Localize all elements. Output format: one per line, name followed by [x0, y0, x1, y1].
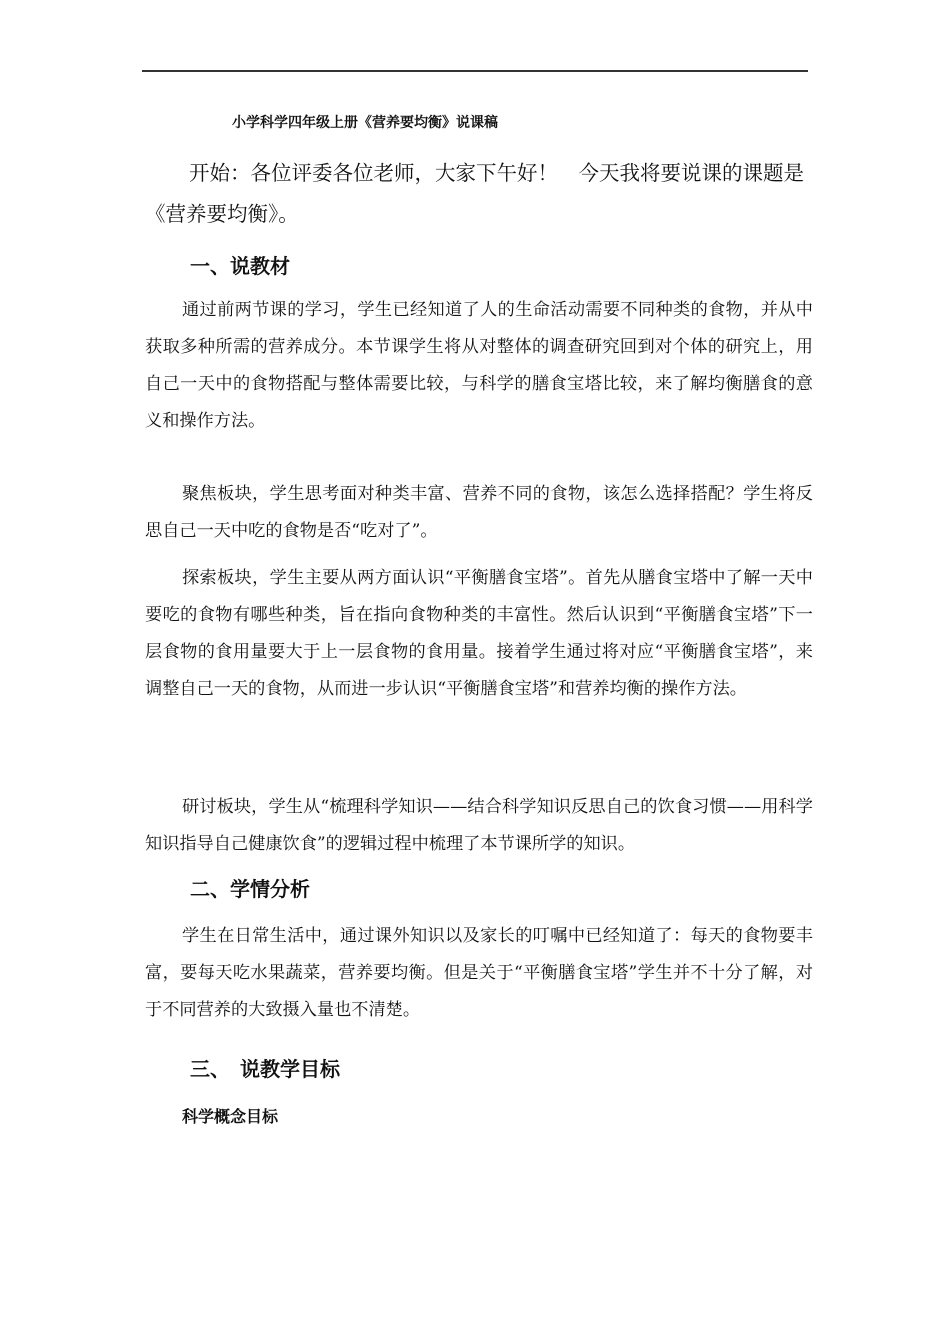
paragraph-discuss-section: 研讨板块，学生从“梳理科学知识——结合科学知识反思自己的饮食习惯——用科学知识指导自己健康饮食”的逻辑过程中梳理了本节课所学的知识。 — [145, 797, 813, 854]
section-heading-teaching-goals: 三、 说教学目标 — [190, 1057, 340, 1081]
paragraph-textbook-intro: 通过前两节课的学习，学生已经知道了人的生命活动需要不同种类的食物，并从中获取多种所需的营养成分。本节课学生将从对整体的调查研究回到对个体的研究上，用自己一天中的食物搭配与整体需要比较，与科学的膳食宝塔比较，来了解均衡膳食的意义和操作方法。 — [145, 300, 813, 431]
paragraph-focus-section: 聚焦板块，学生思考面对种类丰富、营养不同的食物，该怎么选择搭配？学生将反思自己一天中吃的食物是否“吃对了”。 — [145, 484, 813, 541]
paragraph-explore-section: 探索板块，学生主要从两方面认识“平衡膳食宝塔”。首先从膳食宝塔中了解一天中要吃的食物有哪些种类，旨在指向食物种类的丰富性。然后认识到“平衡膳食宝塔”下一层食物的食用量要大于上一层食物的食用量。接着学生通过将对应“平衡膳食宝塔”，来调整自己一天的食物，从而进一步认识“平衡膳食宝塔”和营养均衡的操作方法。 — [145, 568, 813, 699]
opening-paragraph: 开始：各位评委各位老师，大家下午好！ 今天我将要说课的课题是《营养要均衡》。 — [145, 161, 804, 226]
subheading-science-concept-goals: 科学概念目标 — [182, 1107, 279, 1126]
document-title: 小学科学四年级上册《营养要均衡》说课稿 — [232, 115, 498, 131]
section-heading-student-analysis: 二、学情分析 — [190, 877, 310, 901]
section-heading-textbook: 一、说教材 — [190, 254, 290, 278]
paragraph-student-analysis: 学生在日常生活中，通过课外知识以及家长的叮嘱中已经知道了：每天的食物要丰富，要每天吃水果蔬菜，营养要均衡。但是关于“平衡膳食宝塔”学生并不十分了解，对于不同营养的大致摄入量也不清楚。 — [145, 926, 813, 1020]
header-rule — [142, 70, 808, 72]
